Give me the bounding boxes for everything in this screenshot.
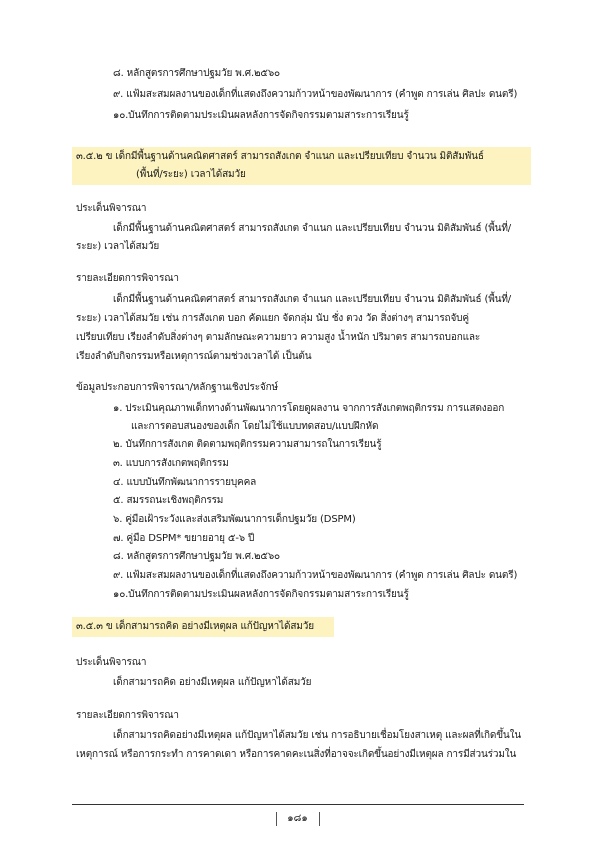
detail-text: เด็กสามารถคิดอย่างมีเหตุผล แก้ปัญหาได้สมวัย เช่น การอธิบายเชื่อมโยงสาเหตุ และผลที่เกิดขึ้นใน xyxy=(113,730,522,741)
detail-text: เปรียบเทียบ เรียงลำดับสิ่งต่างๆ ตามลักษณะความยาว ความสูง น้ำหนัก ปริมาตร สามารถบอกและ xyxy=(76,332,481,343)
issue-text: เด็กมีพื้นฐานด้านคณิตศาสตร์ สามารถสังเกต จำแนก และเปรียบเทียบ จำนวน มิติสัมพันธ์ (พื้นที่/ xyxy=(113,223,512,234)
evidence-item: ๕. สมรรถนะเชิงพฤติกรรม xyxy=(113,495,224,506)
section-heading-line-1: ๓.๕.๓ ข เด็กสามารถคิด อย่างมีเหตุผล แก้ปัญหาได้สมวัย xyxy=(76,621,314,632)
evidence-label: ข้อมูลประกอบการพิจารณา/หลักฐานเชิงประจักษ์ xyxy=(76,382,278,393)
detail-label: รายละเอียดการพิจารณา xyxy=(76,710,179,721)
page-number-divider xyxy=(319,812,320,826)
evidence-item: ๑๐.บันทึกการติดตามประเมินผลหลังการจัดกิจกรรมตามสาระการเรียนรู้ xyxy=(113,589,409,600)
footer-rule xyxy=(72,804,524,805)
section-heading-highlight xyxy=(72,617,334,637)
detail-text: ระยะ) เวลาได้สมวัย เช่น การสังเกต บอก คัดแยก จัดกลุ่ม นับ ชั่ง ตวง วัด สิ่งต่างๆ สามารถจับคู่ xyxy=(76,313,469,324)
page-number: ๑๘๑ xyxy=(287,813,308,824)
detail-text: เหตุการณ์ หรือการกระทำ การคาดเดา หรือการคาดคะเนสิ่งที่อาจจะเกิดขึ้นอย่างมีเหตุผล การมีส่วนร่วมใน xyxy=(76,749,517,760)
list-item: ๘. หลักสูตรการศึกษาปฐมวัย พ.ศ.๒๕๖๐ xyxy=(113,68,280,79)
evidence-item: ๔. แบบบันทึกพัฒนาการรายบุคคล xyxy=(113,477,257,488)
evidence-item: ๘. หลักสูตรการศึกษาปฐมวัย พ.ศ.๒๕๖๐ xyxy=(113,551,280,562)
evidence-item: ๙. แฟ้มสะสมผลงานของเด็กที่แสดงถึงความก้าวหน้าของพัฒนาการ (คำพูด การเล่น ศิลปะ ดนตรี) xyxy=(113,570,518,581)
evidence-item: ๖. คู่มือเฝ้าระวังและส่งเสริมพัฒนาการเด็กปฐมวัย (DSPM) xyxy=(113,514,356,525)
evidence-item: ๒. บันทึกการสังเกต ติดตามพฤติกรรมความสามารถในการเรียนรู้ xyxy=(113,439,382,450)
list-item: ๑๐.บันทึกการติดตามประเมินผลหลังการจัดกิจกรรมตามสาระการเรียนรู้ xyxy=(113,110,409,121)
list-item: ๙. แฟ้มสะสมผลงานของเด็กที่แสดงถึงความก้าวหน้าของพัฒนาการ (คำพูด การเล่น ศิลปะ ดนตรี) xyxy=(113,89,518,100)
section-heading-line-1: ๓.๕.๒ ข เด็กมีพื้นฐานด้านคณิตศาสตร์ สามารถสังเกต จำแนก และเปรียบเทียบ จำนวน มิติสัมพันธ์ xyxy=(76,151,484,162)
issue-label: ประเด็นพิจารณา xyxy=(76,657,147,668)
issue-text: ระยะ) เวลาได้สมวัย xyxy=(76,241,160,252)
section-heading-line-2: (พื้นที่/ระยะ) เวลาได้สมวัย xyxy=(136,169,246,180)
issue-label: ประเด็นพิจารณา xyxy=(76,203,147,214)
issue-text: เด็กสามารถคิด อย่างมีเหตุผล แก้ปัญหาได้สมวัย xyxy=(113,677,312,688)
evidence-item: และการตอบสนองของเด็ก โดยไม่ใช้แบบทดสอบ/แบบฝึกหัด xyxy=(131,421,379,432)
detail-label: รายละเอียดการพิจารณา xyxy=(76,273,179,284)
detail-text: เด็กมีพื้นฐานด้านคณิตศาสตร์ สามารถสังเกต จำแนก และเปรียบเทียบ จำนวน มิติสัมพันธ์ (พื้นที่/ xyxy=(113,294,512,305)
evidence-item: ๓. แบบการสังเกตพฤติกรรม xyxy=(113,458,229,469)
section-heading-highlight xyxy=(72,147,531,185)
evidence-item: ๗. คู่มือ DSPM* ขยายอายุ ๕-๖ ปี xyxy=(113,533,255,544)
evidence-item: ๑. ประเมินคุณภาพเด็กทางด้านพัฒนาการโดยดูผลงาน จากการสังเกตพฤติกรรม การแสดงออก xyxy=(113,403,505,414)
detail-text: เรียงลำดับกิจกรรมหรือเหตุการณ์ตามช่วงเวลาได้ เป็นต้น xyxy=(76,351,312,362)
